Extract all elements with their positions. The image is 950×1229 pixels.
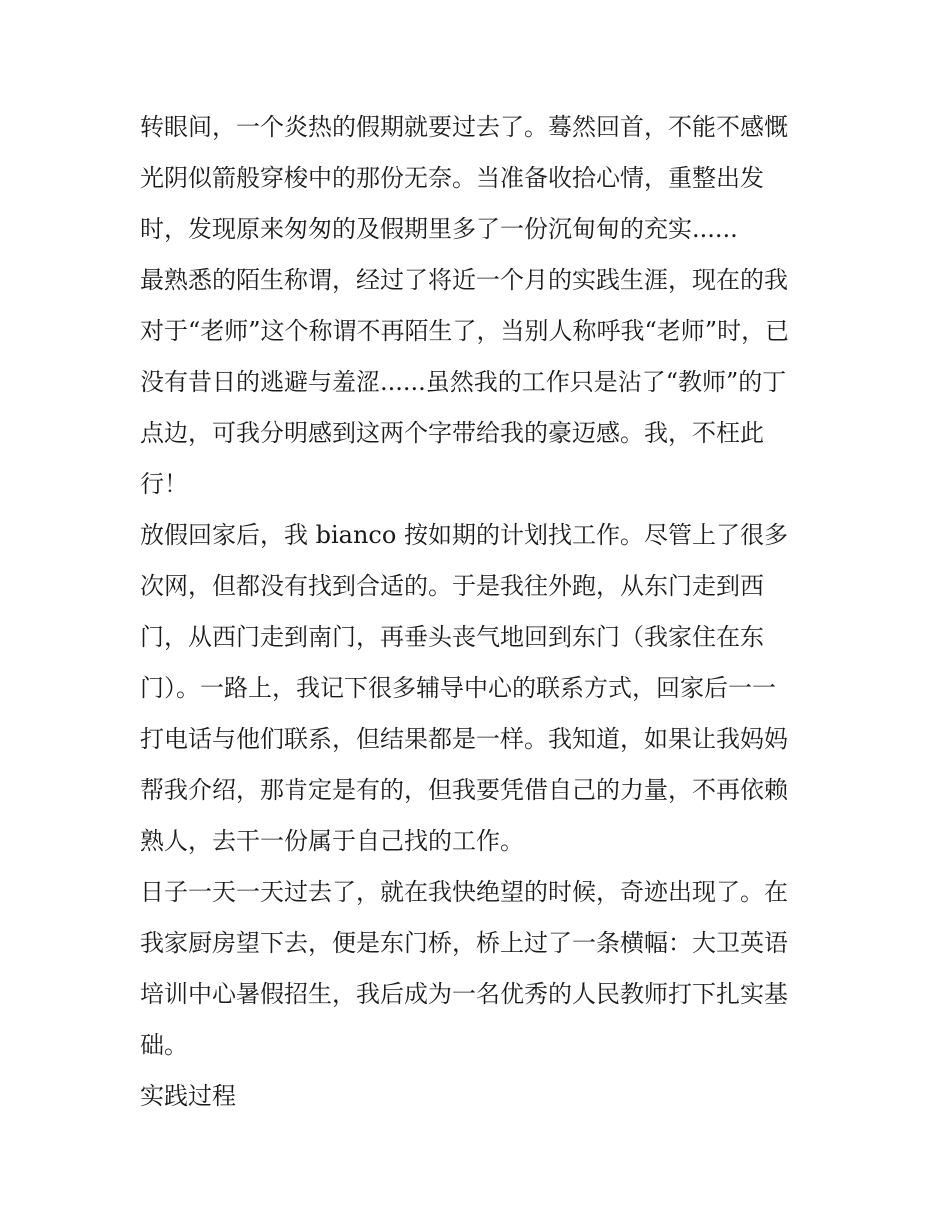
text-line: 点边，可我分明感到这两个字带给我的豪迈感。我，不枉此 [140,419,764,447]
text-line: 对于“老师”这个称谓不再陌生了，当别人称呼我“老师”时，已 [140,317,790,345]
text-line: 熟人，去干一份属于自己找的工作。 [140,827,524,855]
text-line: 培训中心暑假招生，我后成为一名优秀的人民教师打下扎实基 [140,980,788,1008]
text-line: 转眼间，一个炎热的假期就要过去了。蓦然回首，不能不感慨 [140,113,788,141]
text-line: 我家厨房望下去，便是东门桥，桥上过了一条横幅：大卫英语 [140,929,788,957]
text-line: 最熟悉的陌生称谓，经过了将近一个月的实践生涯，现在的我 [140,266,788,294]
text-line: 打电话与他们联系，但结果都是一样。我知道，如果让我妈妈 [140,725,788,753]
text-line: 帮我介绍，那肯定是有的，但我要凭借自己的力量，不再依赖 [140,776,788,804]
text-line: 日子一天一天过去了，就在我快绝望的时候，奇迹出现了。在 [140,878,788,906]
text-line: 放假回家后，我 bianco 按如期的计划找工作。尽管上了很多 [140,521,788,549]
text-line: 门）。一路上，我记下很多辅导中心的联系方式，回家后一一 [140,674,776,702]
text-line: 光阴似箭般穿梭中的那份无奈。当准备收拾心情，重整出发 [140,164,764,192]
text-line: 础。 [140,1031,188,1059]
text-line: 没有昔日的逃避与羞涩......虽然我的工作只是沾了“教师”的丁 [140,368,787,396]
text-line: 时，发现原来匆匆的及假期里多了一份沉甸甸的充实...... [140,215,738,243]
text-line: 行！ [140,470,188,498]
text-line: 次网，但都没有找到合适的。于是我往外跑，从东门走到西 [140,572,764,600]
document-body [140,102,820,1122]
section-heading: 实践过程 [140,1082,236,1110]
text-line: 门，从西门走到南门，再垂头丧气地回到东门（我家住在东 [140,623,764,651]
